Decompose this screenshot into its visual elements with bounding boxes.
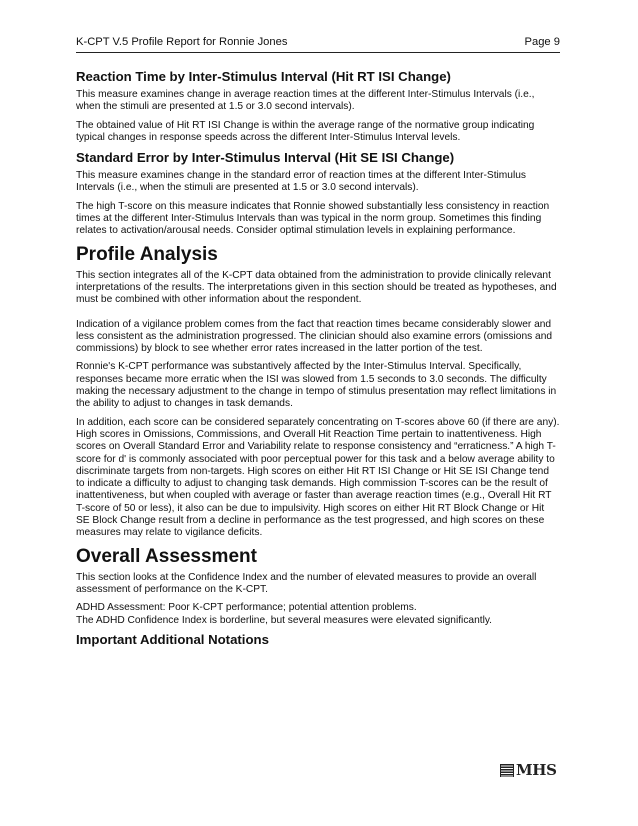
paragraph: This measure examines change in the standard error of reaction times at the different Inter-Stimulus Intervals (i.e., when the stimuli are presented at 1.5 or 3.0 second intervals).: [76, 170, 526, 194]
adhd-assessment-line: ADHD Assessment: Poor K-CPT performance; potential attention problems.: [76, 602, 417, 614]
mhs-logo-icon: [500, 764, 514, 777]
section-heading-overall-assessment: Overall Assessment: [76, 545, 257, 567]
page-content: [76, 69, 560, 652]
confidence-index-line: The ADHD Confidence Index is borderline, but several measures were elevated significantly.: [76, 614, 493, 626]
paragraph: The high T-score on this measure indicates that Ronnie showed substantially less consistency in reaction times at the different Inter-Stimulus Intervals than was typical in the norm group. Sometimes this finding relates to activation/arousal needs. Consider optimal stimulation levels in explaining performance.: [76, 200, 550, 237]
mhs-logo-text: MHS: [516, 761, 557, 779]
page-number: Page 9: [524, 36, 560, 48]
paragraph: This section integrates all of the K-CPT data obtained from the administration to provide clinically relevant interpretations of the results. The interpretations given in this section should be treated as hypotheses, and must be combined with other information about the respondent.: [76, 269, 557, 306]
report-title: K-CPT V.5 Profile Report for Ronnie Jones: [76, 36, 288, 48]
paragraph: Ronnie's K-CPT performance was substantively affected by the Inter-Stimulus Interval. Specifically, responses became more erratic when the ISI was slowed from 1.5 seconds to 3.0 seconds. The difficulty making the necessary adjustment to the change in tempo of stimulus presentation may reflect limitations in the ability to adjust to changes in task demands.: [76, 361, 557, 410]
section-heading-profile-analysis: Profile Analysis: [76, 243, 218, 265]
mhs-logo: [500, 761, 557, 779]
paragraph: Indication of a vigilance problem comes from the fact that reaction times became considerably slower and less consistent as the administration progressed. The clinician should also examine errors (omissions and commissions) by block to see whether error rates increased in the latter portion of the test.: [76, 318, 553, 355]
section-heading-important-notations: Important Additional Notations: [76, 631, 269, 647]
paragraph: This measure examines change in average reaction times at the different Inter-Stimulus Intervals (i.e., when the stimuli are presented at 1.5 or 3.0 second intervals).: [76, 89, 535, 113]
paragraph: This section looks at the Confidence Index and the number of elevated measures to provide an overall assessment of performance on the K-CPT.: [76, 571, 537, 595]
page-header: [76, 36, 560, 48]
paragraph: In addition, each score can be considered separately concentrating on T-scores above 60 (if there are any). High scores in Omissions, Commissions, and Overall Hit Reaction Time pertain to inattentiveness. High scores on Overall Standard Error and Variability relate to response consistency and “erraticness.” A high T-score for d' is commonly associated with poor perceptual power for this task and a below average ability to discriminate targets from non-targets. High scores on either Hit RT ISI Change or Hit SE ISI Change tend to indicate a difficulty to adjust to changing task demands. High commission T-scores can be the result of inattentiveness, but when coupled with average or faster than average reaction times (e.g., Overall Hit RT T-score of 50 or less), it also can be due to impulsivity. High scores on either Hit RT Block Change or Hit SE Block Change result from a decline in performance as the test progressed, and high scores on these measures may relate to vigilance deficits.: [76, 416, 560, 539]
section-heading-hit-se-isi: Standard Error by Inter-Stimulus Interval (Hit SE ISI Change): [76, 150, 455, 166]
paragraph: The obtained value of Hit RT ISI Change is within the average range of the normative group indicating typical changes in response speeds across the different Inter-Stimulus Interval levels.: [76, 119, 535, 143]
header-divider: [76, 52, 560, 53]
section-heading-hit-rt-isi: Reaction Time by Inter-Stimulus Interval (Hit RT ISI Change): [76, 69, 451, 84]
paragraph: [76, 602, 560, 627]
